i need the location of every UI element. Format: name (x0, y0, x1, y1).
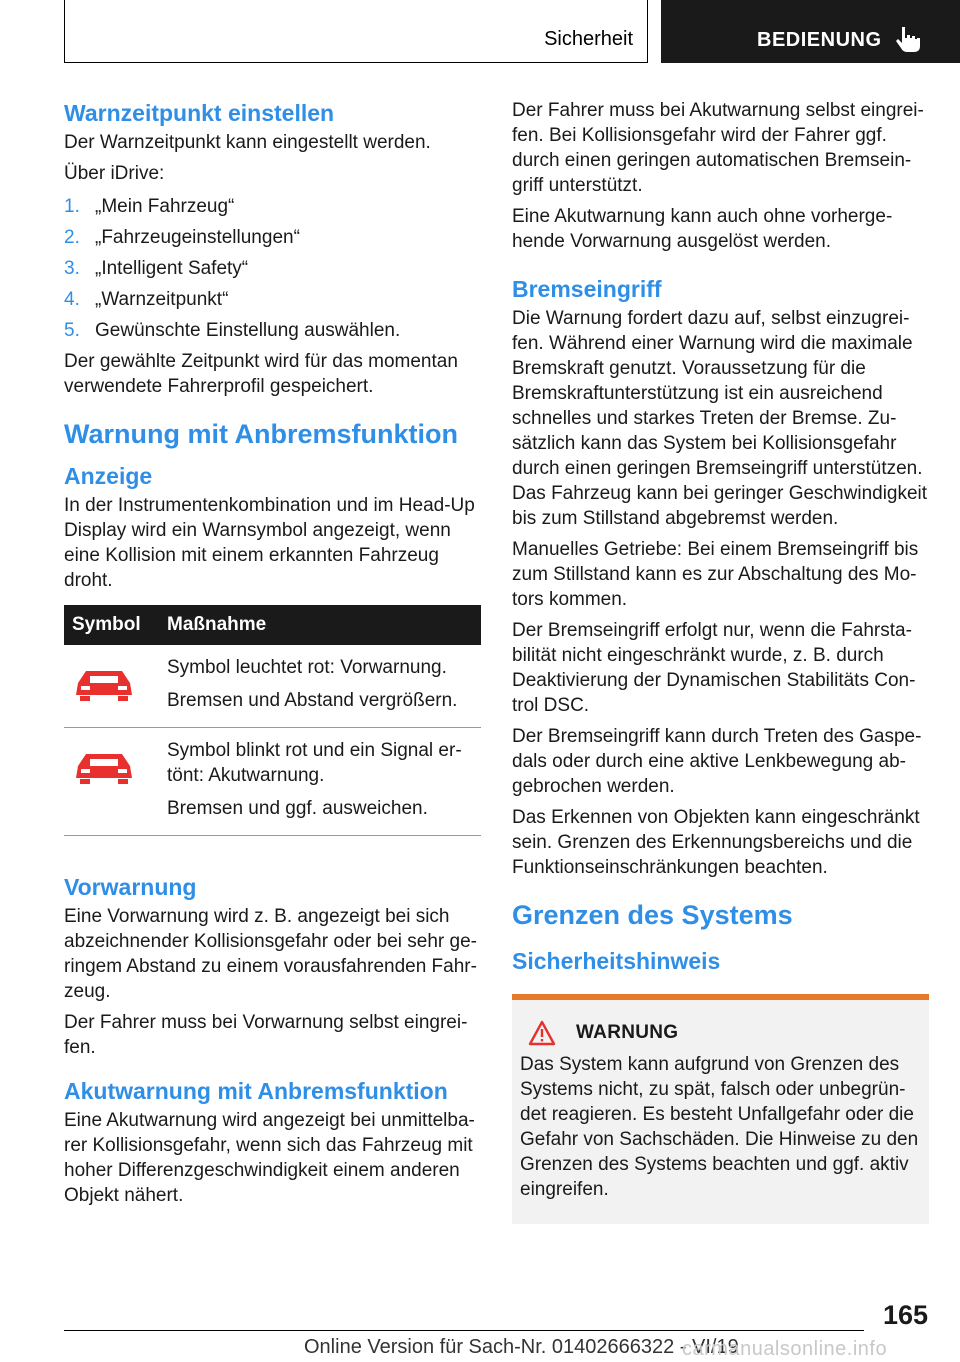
list-item (64, 318, 481, 343)
heading-grenzen-des-systems: Grenzen des Systems (512, 900, 793, 930)
heading-bremseingriff: Bremseingriff (512, 276, 662, 302)
step-number: 4. (64, 289, 80, 310)
action-text: Bremsen und ggf. ausweichen. (167, 798, 428, 819)
footer-version-text: Online Version für Sach-Nr. 01402666322 - VI/19 (304, 1336, 739, 1358)
step-text: „Mein Fahrzeug“ (95, 196, 235, 217)
hand-pointer-icon (893, 24, 923, 54)
header-chapter-title: BEDIENUNG (757, 29, 882, 51)
heading-anzeige: Anzeige (64, 463, 153, 489)
paragraph: Eine Akutwarnung wird angezeigt bei unmittelbarer Kollisionsgefahr, wenn sich das Fahrzeug mit hoher Differenzgeschwindigkeit einem anderen Objekt nähert. (64, 1110, 475, 1206)
action-text: Symbol leuchtet rot: Vorwarnung. (167, 657, 447, 678)
watermark: carmanualsonline.info (682, 1338, 888, 1360)
paragraph: Die Warnung fordert dazu auf, selbst einzugreifen. Während einer Warnung wird die maximale Bremskraft genutzt. Voraussetzung für die Bremskraftunterstützung ist ein ausreichend schnelles und starkes Treten der Bremse. Zusätzlich kann das System bei Kollisionsgefahr durch einen geringen Bremseingriff unterstützen. Das Fahrzeug kann bei geringer Geschwindigkeit bis zum Stillstand abgebremst werden. (512, 308, 928, 529)
header-chapter-tab (661, 0, 960, 63)
step-number: 2. (64, 227, 80, 248)
warning-text: Das System kann aufgrund von Grenzen des Systems nicht, zu spät, falsch oder unbegründet reagieren. Es besteht Unfallgefahr oder die Gefahr von Sachschäden. Die Hinweise zu den Grenzen des Systems beachten und ggf. aktiv eingreifen. (520, 1054, 919, 1200)
table-header-symbol: Symbol (64, 605, 159, 645)
step-number: 3. (64, 258, 80, 279)
car-warning-blink-icon (72, 748, 136, 788)
paragraph: Der Warnzeitpunkt kann eingestellt werden. (64, 132, 431, 153)
step-text: „Fahrzeugeinstellungen“ (95, 227, 300, 248)
list-item (64, 225, 481, 250)
list-item (64, 256, 481, 281)
paragraph: Das Erkennen von Objekten kann eingeschränkt sein. Grenzen des Erkennungsbereichs und die Funktionseinschränkungen beachten. (512, 807, 920, 878)
paragraph: Über iDrive: (64, 163, 165, 184)
page-number: 165 (882, 1300, 928, 1330)
paragraph: Der Bremseingriff kann durch Treten des Gaspedals oder durch eine aktive Lenkbewegung abgebrochen werden. (512, 726, 922, 797)
paragraph: In der Instrumentenkombination und im Head-Up Display wird ein Warnsymbol angezeigt, wenn eine Kollision mit einem erkannten Fahrzeug droht. (64, 495, 475, 591)
warning-title: WARNUNG (576, 1022, 679, 1043)
heading-sicherheitshinweis: Sicherheitshinweis (512, 948, 721, 974)
table-cell-icon (64, 728, 159, 836)
idrive-steps-list (64, 194, 481, 343)
warning-box (512, 994, 929, 1224)
list-item (64, 287, 481, 312)
heading-warnung-anbremsfunktion: Warnung mit Anbremsfunktion (64, 419, 458, 449)
car-warning-icon (72, 665, 136, 705)
paragraph: Der gewählte Zeitpunkt wird für das momentan verwendete Fahrerprofil gespeichert. (64, 351, 458, 397)
step-text: „Intelligent Safety“ (95, 258, 249, 279)
table-header-massnahme: Maßnahme (159, 605, 481, 645)
step-number: 5. (64, 320, 80, 341)
right-column (512, 98, 929, 1224)
paragraph: Der Fahrer muss bei Vorwarnung selbst eingreifen. (64, 1012, 468, 1058)
symbol-table (64, 605, 481, 836)
paragraph: Eine Akutwarnung kann auch ohne vorhergehende Vorwarnung ausgelöst werden. (512, 206, 893, 252)
table-row (64, 728, 481, 836)
heading-akutwarnung: Akutwarnung mit Anbremsfunktion (64, 1078, 448, 1104)
paragraph: Eine Vorwarnung wird z. B. angezeigt bei sich abzeichnender Kollisionsgefahr oder bei sehr geringem Abstand zu einem vorausfahrenden Fahrzeug. (64, 906, 477, 1002)
table-cell-icon (64, 645, 159, 728)
action-text: Symbol blinkt rot und ein Signal ertönt: Akutwarnung. (167, 740, 462, 786)
paragraph: Manuelles Getriebe: Bei einem Bremseingriff bis zum Stillstand kann es zur Abschaltung des Motors kommen. (512, 539, 919, 610)
table-row (64, 645, 481, 728)
footer-divider (64, 1330, 864, 1331)
step-text: „Warnzeitpunkt“ (95, 289, 229, 310)
left-column (64, 98, 481, 1214)
warning-triangle-icon (528, 1020, 556, 1046)
warning-header (520, 1020, 921, 1046)
paragraph: Der Fahrer muss bei Akutwarnung selbst eingreifen. Bei Kollisionsgefahr wird der Fahrer ggf. durch einen geringen automatischen Bremseingriff unterstützt. (512, 100, 924, 196)
list-item (64, 194, 481, 219)
heading-warnzeitpunkt: Warnzeitpunkt einstellen (64, 100, 335, 126)
header-section-title: Sicherheit (544, 28, 633, 50)
table-cell-action (159, 728, 481, 836)
heading-vorwarnung: Vorwarnung (64, 874, 197, 900)
step-text: Gewünschte Einstellung auswählen. (95, 320, 401, 341)
table-cell-action (159, 645, 481, 728)
action-text: Bremsen und Abstand vergrößern. (167, 690, 458, 711)
paragraph: Der Bremseingriff erfolgt nur, wenn die Fahrstabilität nicht eingeschränkt wurde, z. B. durch Deaktivierung der Dynamischen Stabilitäts Control DSC. (512, 620, 916, 716)
header-section-box (64, 0, 648, 63)
step-number: 1. (64, 196, 80, 217)
